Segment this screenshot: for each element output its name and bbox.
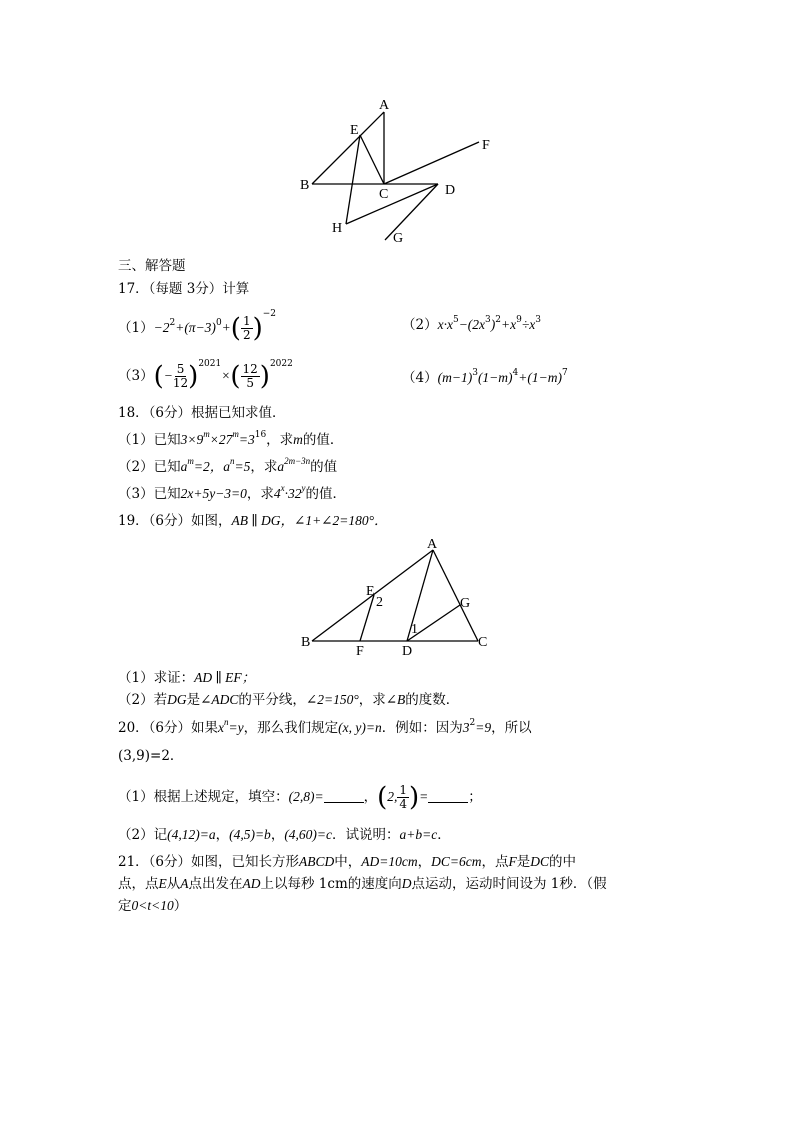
q21-l1-m1: ABCD [299, 854, 335, 869]
q18-p3-pre: （3）已知 [118, 486, 181, 502]
q20-l1-mid: ，那么我们规定 [243, 720, 339, 736]
q17-p3-minus: − [163, 368, 173, 383]
q19-heading [118, 512, 388, 530]
q18-p2-post: ，求 [250, 459, 278, 475]
q18-p1-e3: 16 [254, 430, 267, 440]
q21-l2-m3: AD [242, 876, 261, 891]
line-hd [346, 184, 438, 224]
q17-p1-plus: + [221, 320, 231, 335]
q18-p2-pre: （2）已知 [118, 459, 181, 475]
line-ac [433, 550, 478, 641]
q18-p1-end: 的值． [302, 432, 344, 448]
label-g: G [393, 231, 404, 246]
q18-p2-m4: =5 [234, 459, 251, 474]
q17-p3-number: （3） [118, 368, 154, 384]
q17-p4-exp-1: 3 [472, 368, 478, 378]
q18-p2-m2: =2， [193, 459, 224, 474]
q19-p1-math: AD ∥ EF； [194, 670, 256, 685]
q17-p2-term-f: ÷x [521, 317, 536, 332]
q17-p4-number: （4） [402, 370, 438, 386]
label-f: F [356, 644, 364, 659]
q18-part2 [118, 458, 337, 476]
q17-part2 [402, 313, 541, 333]
q20-p1-m2: 2, [387, 789, 398, 804]
line-ba [312, 112, 384, 184]
q17-p1-number: （1） [118, 320, 154, 336]
q17-p1-term-a: −2 [153, 320, 170, 335]
q20-p1-frac-den: 4 [399, 797, 407, 811]
q18-p1-m3: =3 [238, 432, 255, 447]
q17-p1-exp-b: 0 [215, 318, 222, 328]
figure-2 [298, 534, 498, 660]
q18-p1-e2: m [232, 429, 239, 439]
line-cf [384, 142, 479, 184]
q21-line3 [118, 897, 187, 915]
q19-p2-end: 的度数． [405, 692, 460, 708]
q20-p1-fraction [397, 784, 409, 811]
q17-p3-frac1-den: 12 [172, 376, 189, 390]
q17-p1-exp-a: 2 [169, 318, 176, 328]
q21-l3-m1: 0<t<10 [131, 898, 174, 913]
q17-p2-exp-1: 5 [452, 315, 459, 325]
q20-part2 [118, 826, 451, 844]
q18-p1-e1: m [203, 429, 210, 439]
q19-p2-m2: ∠ADC [200, 692, 239, 707]
q17-p4-term-b: (1−m) [477, 370, 513, 385]
q17-p2-exp-5: 3 [535, 315, 541, 325]
q20-p2-m4: a+b=c [399, 827, 438, 842]
q17-p3-frac2-den: 5 [246, 376, 254, 390]
q20-p1-end: ； [468, 789, 482, 805]
q18-p2-m3: a [223, 459, 230, 474]
label-b: B [300, 178, 310, 193]
q18-p2-e2: n [229, 456, 235, 466]
q17-p3-times: × [221, 368, 231, 383]
q19-part1 [118, 669, 255, 687]
q18-part3 [118, 485, 346, 503]
q17-part3: （3）(− $\frac{5}{12}$ )$^{2021}$×( $\frac{12}{5}$ )$^{2022}$ [118, 359, 293, 392]
q19-p2-pre: （2）若 [118, 692, 168, 708]
q17-p2-exp-2: 3 [485, 315, 491, 325]
label-h: H [332, 221, 343, 236]
q20-p2-end: ． [437, 827, 451, 843]
label-c: C [478, 635, 488, 650]
q20-p2-pre: （2）记 [118, 827, 168, 843]
q17-part4 [402, 366, 568, 386]
q18-p1-var: m [293, 432, 303, 447]
q20-l1-pre: 20．（6分）如果 [118, 720, 219, 736]
q21-l3-pre: 定 [118, 898, 132, 914]
q17-p2-term-c: ) [490, 317, 496, 332]
q17-p4-exp-3: 7 [562, 368, 568, 378]
q21-l2-end: 点运动，运动时间设为 1秒．（假 [411, 876, 607, 892]
q17-p4-exp-2: 4 [512, 368, 519, 378]
q21-l1-mid: 中， [334, 854, 362, 870]
q20-l1-mid2: ．例如：因为 [381, 720, 463, 736]
label-a: A [379, 98, 390, 113]
q18-p3-post: ，求 [246, 486, 274, 502]
q17-p4-term-a: (m−1) [437, 370, 473, 385]
q19-p2-mid: 是 [186, 692, 201, 708]
q20-p1-eq: = [419, 789, 429, 804]
q18-p3-e2: y [301, 483, 306, 493]
q17-p2-exp-4: 9 [516, 315, 522, 325]
q20-l1-e2: 2 [469, 718, 476, 728]
label-d: D [445, 183, 456, 198]
q18-p1-m1: 3×9 [180, 432, 204, 447]
q21-l1-m2: AD=10cm [361, 854, 418, 869]
figure-1 [295, 92, 505, 252]
q17-p1-frac-num: 1 [242, 314, 251, 328]
q20-p2-m2: (4,5)=b [229, 827, 271, 842]
label-angle-2: 2 [376, 595, 383, 610]
figure-1-drawing [295, 92, 505, 252]
q21-l1-pre: 21．（6分）如图，已知长方形 [118, 854, 300, 870]
q17-p3-exp-2: 2022 [269, 359, 293, 369]
q20-l1-m2: =y [228, 720, 244, 735]
q17-p1-fraction [241, 315, 253, 342]
label-g: G [460, 596, 471, 611]
q18-p2-e3: 2m−3n [284, 456, 311, 466]
q18-p3-m1: 4 [273, 486, 281, 501]
q19-p2-post: ，求 [358, 692, 386, 708]
q21-l1-c: ， [417, 854, 432, 870]
q21-l2-pre: 点，点 [118, 876, 159, 892]
q21-l1-mid3: 是 [516, 854, 531, 870]
q17-p1-frac-den: 2 [242, 328, 251, 342]
label-b: B [301, 635, 311, 650]
q20-p1-frac-num: 1 [399, 783, 407, 797]
q18-p1-post: ，求 [266, 432, 294, 448]
q18-part1 [118, 431, 343, 449]
q20-line1 [118, 719, 532, 737]
q19-p2-m1: DG [167, 692, 187, 707]
q17-heading: 17．（每题 3分）计算 [118, 281, 250, 297]
q21-l2-mid2: 点出发在 [188, 876, 243, 892]
q20-l1-m3: (x, y)=n [338, 720, 382, 735]
q18-p2-m5: a [277, 459, 285, 474]
q17-p3-fraction-2 [241, 363, 260, 390]
label-f: F [482, 138, 490, 153]
q20-p1-comma: ， [363, 789, 378, 805]
q17-p3-fraction-1 [173, 363, 188, 390]
q19-p2-m3: ∠2=150° [305, 692, 359, 707]
q20-p2-m1: (4,12)=a [167, 827, 216, 842]
q19-p1-pre: （1）求证： [118, 670, 195, 686]
q21-line2 [118, 875, 607, 893]
q19-p2-mid2: 的平分线， [238, 692, 306, 708]
label-d: D [402, 644, 413, 659]
q20-p2-c1: ， [215, 827, 230, 843]
q18-p2-end: 的值 [310, 459, 338, 475]
q18-p2-m1: a [180, 459, 188, 474]
q17-p3-exp-1: 2021 [198, 359, 222, 369]
q17-p2-term-b: −(2x [458, 317, 486, 332]
q19-head: 19．（6分）如图， [118, 513, 232, 529]
q20-p1-m1: (2,8)= [288, 789, 324, 804]
q18-p3-m2: ·32 [284, 486, 302, 501]
q19-p2-m4: ∠B [385, 692, 406, 707]
line-ef [360, 595, 374, 641]
label-e: E [366, 584, 375, 599]
q21-l3-end: ） [173, 898, 188, 914]
q21-l2-m1: E [158, 876, 167, 891]
q20-l1-m4: 3 [462, 720, 470, 735]
q21-l2-m2: A [180, 876, 189, 891]
q21-l2-m4: D [401, 876, 412, 891]
q21-l1-m3: DC=6cm [431, 854, 482, 869]
q17-part1: $(1)-2^2+(\pi-3)^0+$( $\frac{1}{2}$ )$^{-2}$ [118, 309, 277, 344]
q17-p2-number: （2） [402, 317, 438, 333]
line-ec [360, 135, 384, 184]
figure-2-drawing [298, 534, 498, 660]
q18-p2-e1: m [187, 456, 194, 466]
q17-p3-frac1-num: 5 [176, 362, 185, 376]
q18-p3-end: 的值． [305, 486, 347, 502]
label-c: C [379, 187, 389, 202]
q17-p4-term-c: +(1−m) [518, 370, 562, 385]
q17-p2-term-a: x·x [437, 317, 453, 332]
q20-p2-c2: ， [270, 827, 285, 843]
q20-part1: （1）根据上述规定，填空：(2,8)= ，(2, $\frac{1}{4}$ )= ； [118, 782, 482, 813]
label-angle-1: 1 [411, 622, 418, 637]
q20-l1-e1: n [224, 717, 229, 727]
q21-l1-m4: F [508, 854, 517, 869]
q18-heading: 18．（6分）根据已知求值． [118, 405, 286, 421]
q21-l1-m5: DC [530, 854, 550, 869]
q20-l1-end: ，所以 [491, 720, 532, 736]
q18-p3-math: 2x+5y−3=0 [180, 486, 247, 501]
q20-l1-m1: x [218, 720, 225, 735]
answer-blank-1[interactable] [324, 788, 364, 803]
label-a: A [427, 537, 438, 552]
answer-blank-2[interactable] [428, 788, 468, 803]
q17-p2-exp-3: 2 [495, 315, 502, 325]
q19-condition: AB ∥ DG，∠1+∠2=180°． [231, 513, 388, 528]
q18-p1-m2: ×27 [209, 432, 233, 447]
label-e: E [350, 123, 359, 138]
q20-line2: (3,9)=2． [118, 748, 184, 764]
q20-p2-m3: (4,60)=c [284, 827, 333, 842]
q17-p1-exp-c: −2 [262, 309, 277, 319]
q19-part2 [118, 691, 459, 709]
q20-p1-pre: （1）根据上述规定，填空： [118, 789, 289, 805]
q21-line1 [118, 853, 576, 871]
q17-p1-term-b: +(π−3) [175, 320, 216, 335]
q20-l1-m5: =9 [475, 720, 492, 735]
q20-p2-mid: ．试说明： [332, 827, 400, 843]
q17-p3-frac2-num: 12 [242, 362, 258, 376]
q17-p2-term-d: +x [501, 317, 517, 332]
q18-p3-e1: x [280, 483, 285, 493]
q21-l2-mid3: 上以每秒 1cm的速度向 [260, 876, 402, 892]
q21-l1-end: 的中 [549, 854, 577, 870]
q21-l1-mid2: ，点 [481, 854, 509, 870]
q18-p1-pre: （1）已知 [118, 432, 181, 448]
section-title: 三、解答题 [118, 258, 186, 274]
q21-l2-mid: 从 [166, 876, 181, 892]
